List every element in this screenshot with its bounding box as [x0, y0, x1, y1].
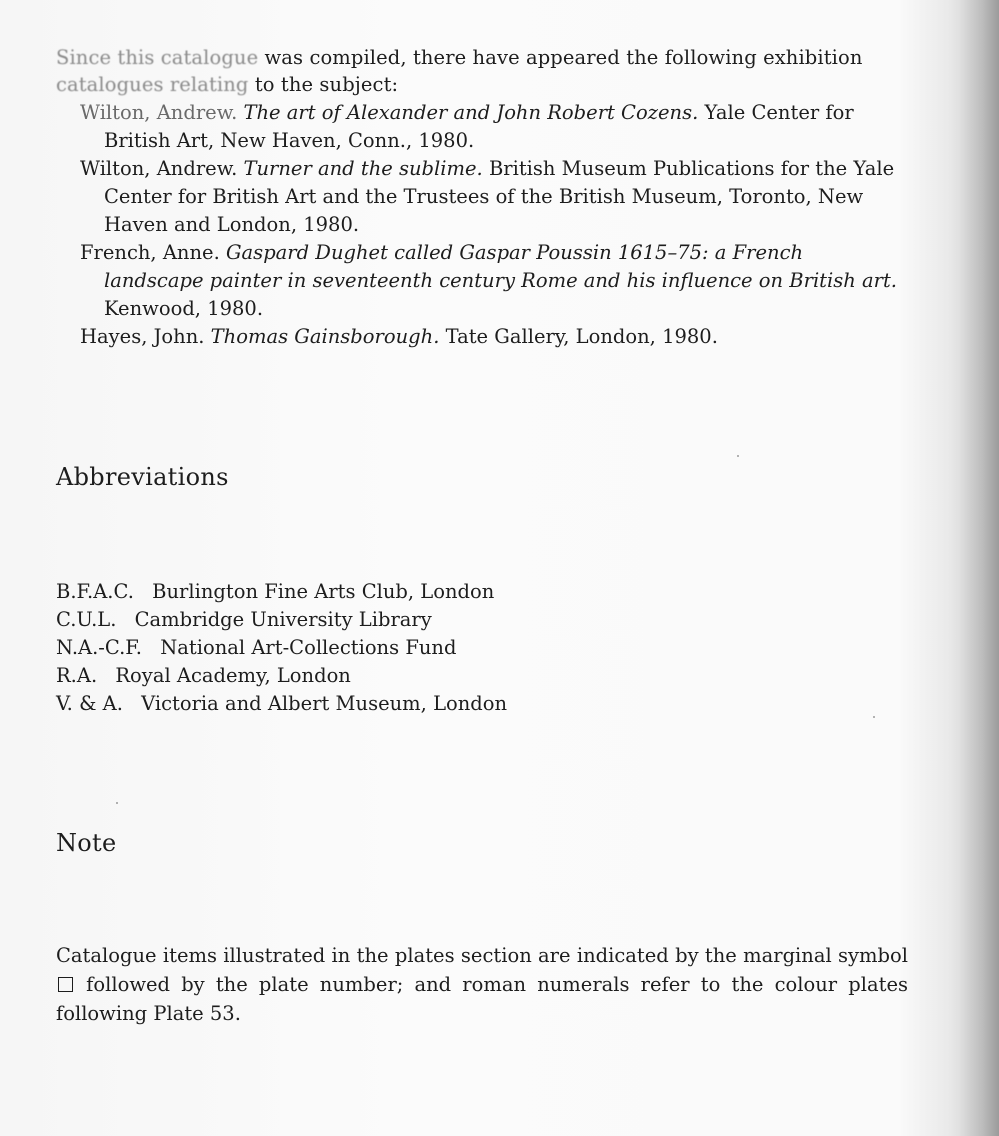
abbreviation-item [56, 690, 507, 718]
intro-text: was compiled, there have appeared the following exhibition [258, 46, 863, 69]
paper-speck [873, 716, 875, 718]
abbreviation-meaning: Royal Academy, London [115, 664, 351, 687]
intro-faded-text: Since this catalogue [56, 46, 259, 69]
entry-author: Hayes, John. [80, 325, 205, 348]
abbreviations-heading: Abbreviations [56, 463, 229, 491]
entry-publisher: British Museum Publications for the Yale Center for British Art and the Trustees of the British Museum, Toronto, New Haven and London, 1980. [104, 157, 895, 236]
abbreviation-meaning: Cambridge University Library [134, 608, 432, 631]
intro-text-2: to the subject: [248, 73, 399, 96]
abbreviation-meaning: National Art-Collections Fund [160, 636, 457, 659]
entry-title: Thomas Gainsborough. [210, 325, 440, 348]
marginal-square-symbol-icon [58, 977, 73, 992]
abbreviation-code: N.A.-C.F. [56, 636, 142, 659]
entry-publisher: Tate Gallery, London, 1980. [445, 325, 718, 348]
abbreviation-item [56, 662, 507, 690]
note-text-after: followed by the plate number; and roman numerals refer to the colour plates following Plate 53. [56, 973, 908, 1025]
abbreviation-code: C.U.L. [56, 608, 117, 631]
entry-author: Wilton, Andrew. [80, 101, 238, 124]
abbreviation-item [56, 606, 507, 634]
abbreviation-meaning: Victoria and Albert Museum, London [141, 692, 508, 715]
entry-author: French, Anne. [80, 241, 220, 264]
catalogue-entry [80, 323, 906, 351]
abbreviation-code: R.A. [56, 664, 98, 687]
abbreviation-item [56, 634, 507, 662]
abbreviation-code: V. & A. [56, 692, 123, 715]
note-text-before: Catalogue items illustrated in the plates section are indicated by the marginal symbol [56, 944, 908, 967]
paper-speck [116, 802, 118, 804]
intro-faded-text-2: catalogues relating [56, 73, 249, 96]
entry-author: Wilton, Andrew. [80, 157, 238, 180]
entry-title: The art of Alexander and John Robert Cozens. [243, 101, 699, 124]
abbreviation-meaning: Burlington Fine Arts Club, London [152, 580, 495, 603]
abbreviations-list [56, 578, 507, 718]
catalogue-entry [80, 239, 906, 323]
entry-publisher: Yale Center for British Art, New Haven, Conn., 1980. [104, 101, 854, 152]
page-gutter-shadow [959, 0, 999, 1136]
catalogue-entry [80, 99, 906, 155]
note-heading: Note [56, 829, 117, 857]
exhibition-catalogue-list [80, 99, 906, 351]
intro-paragraph [56, 44, 906, 98]
entry-publisher: Kenwood, 1980. [104, 297, 264, 320]
note-paragraph [56, 941, 908, 1028]
entry-title: Turner and the sublime. [243, 157, 483, 180]
catalogue-entry [80, 155, 906, 239]
abbreviation-code: B.F.A.C. [56, 580, 134, 603]
paper-speck [737, 455, 739, 457]
abbreviation-item [56, 578, 507, 606]
entry-title: Gaspard Dughet called Gaspar Poussin 1615–75: a French landscape painter in seventeenth century Rome and his influence on British art. [104, 241, 897, 292]
